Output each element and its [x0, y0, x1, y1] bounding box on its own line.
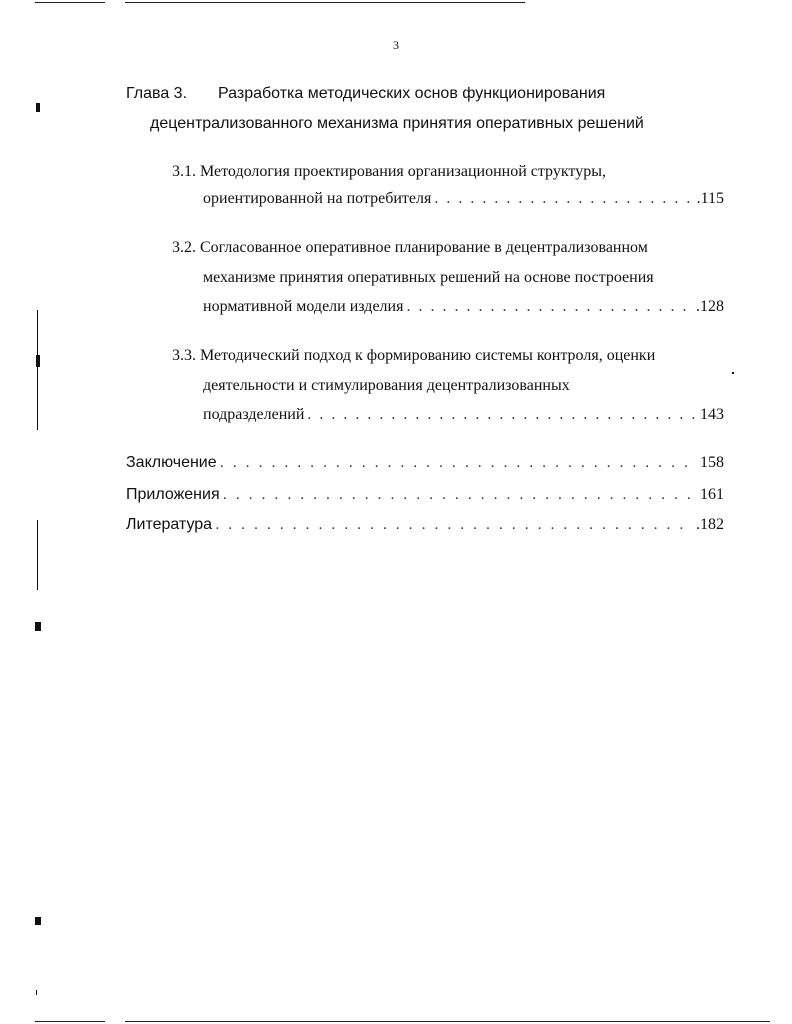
entry-page: .182 [696, 516, 724, 533]
scan-mark [35, 622, 41, 631]
leader-dots [406, 298, 693, 316]
chapter-title-line1: Разработка методических основ функционирования [218, 85, 606, 102]
entry-label: Приложения [126, 486, 220, 503]
section-page: 143 [700, 406, 724, 423]
entry-label: Литература [126, 516, 213, 533]
section-line: Методический подход к формированию системы контроля, оценки [200, 347, 656, 364]
scan-mark [36, 103, 40, 112]
scan-border-top-left [35, 2, 105, 3]
toc-entry-conclusion [126, 454, 724, 472]
section-line: механизме принятия оперативных решений на основе построения [203, 269, 654, 286]
section-page: .128 [696, 298, 724, 315]
section-page: .115 [696, 190, 724, 207]
toc-entry-literature [126, 516, 724, 534]
leader-dots [215, 516, 693, 534]
scan-border-bottom-left [35, 1021, 105, 1022]
section-line: деятельности и стимулирования децентрализованных [203, 377, 570, 394]
scan-border-bottom-right [125, 1021, 770, 1022]
entry-page: 161 [700, 486, 724, 503]
section-number: 3.1. [172, 163, 196, 180]
scan-mark [37, 520, 38, 590]
leader-dots [434, 190, 693, 208]
leader-dots [307, 406, 697, 424]
section-last-line: нормативной модели изделия [203, 298, 404, 315]
section-last-line: ориентированной на потребителя [203, 190, 432, 207]
entry-page: 158 [700, 454, 724, 471]
scan-mark [36, 990, 37, 995]
section-number: 3.3. [172, 347, 196, 364]
scan-mark [35, 917, 41, 925]
entry-label: Заключение [126, 454, 217, 471]
scan-mark [732, 372, 734, 374]
page-number: 3 [393, 38, 399, 52]
scan-mark [37, 310, 38, 430]
chapter-label: Глава 3. [126, 85, 188, 102]
toc-entry-appendices [126, 486, 724, 504]
scan-border-top-right [125, 2, 525, 3]
section-line: Согласованное оперативное планирование в децентрализованном [200, 239, 648, 256]
section-line: Методология проектирования организационной структуры, [200, 163, 606, 180]
leader-dots [220, 454, 697, 472]
section-number: 3.2. [172, 239, 196, 256]
leader-dots [223, 486, 697, 504]
section-last-line: подразделений [203, 406, 305, 423]
chapter-title-line2: децентрализованного механизма принятия оперативных решений [150, 115, 644, 132]
